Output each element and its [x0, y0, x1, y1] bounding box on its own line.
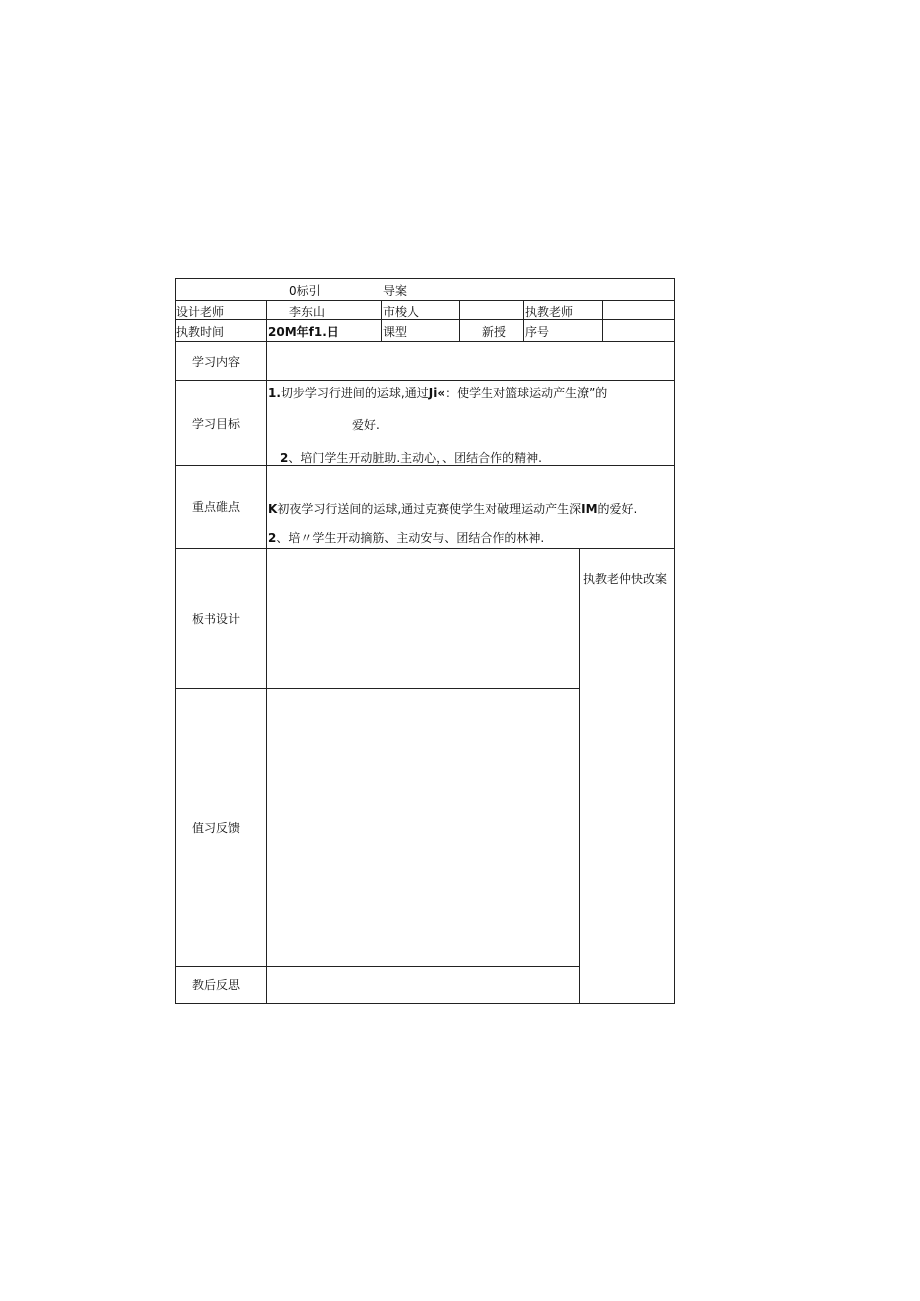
border-col5 — [523, 300, 524, 342]
goals-line-2: 爱好. — [352, 418, 380, 432]
border-board-top — [175, 548, 675, 549]
content-label: 学习内容 — [192, 355, 241, 369]
goals-line-3-num: 2 — [280, 451, 289, 465]
reviewer-label: 市梭人 — [383, 305, 420, 319]
goals-line-1-a: 切步学习行进间的运球,通过 — [280, 386, 429, 400]
key-line-1-a: 初夜学习行送间的运球,通过克赛使学生对破理运动产生深 — [277, 502, 582, 516]
key-line-1 — [268, 502, 637, 516]
border-right — [674, 278, 675, 1004]
border-bottom — [175, 1003, 675, 1004]
feedback-label: 值习反馈 — [192, 821, 241, 835]
key-line-2-num: 2 — [268, 531, 277, 545]
title-left-text: 0标引 — [289, 284, 321, 298]
key-line-2-text: 、培〃学生开动摘筋、主动安与、团结合作的林神. — [276, 531, 545, 545]
border-col3 — [381, 300, 382, 342]
goals-line-3 — [280, 451, 542, 465]
reflection-label: 教后反思 — [192, 978, 241, 992]
goals-label: 学习目标 — [192, 417, 241, 431]
designer-label: 设计老师 — [176, 305, 225, 319]
key-line-2 — [268, 531, 544, 545]
goals-line-1 — [268, 386, 607, 400]
goals-line-1-num: 1. — [268, 386, 281, 400]
border-top — [175, 278, 675, 279]
border-side-col — [579, 548, 580, 1004]
border-row1-top — [175, 300, 675, 301]
type-value: 新授 — [482, 325, 507, 339]
key-line-1-num: K — [268, 502, 278, 516]
time-value: 20M年f1.日 — [268, 325, 339, 339]
designer-value: 李东山 — [289, 305, 326, 319]
border-col4 — [459, 300, 460, 342]
title-left — [289, 284, 321, 298]
goals-line-1-b: Ji« — [428, 386, 446, 400]
title-right: 导案 — [383, 284, 408, 298]
key-line-1-b: IM — [581, 502, 598, 516]
key-line-1-c: 的爱好. — [597, 502, 638, 516]
border-reflection-top — [175, 966, 580, 967]
board-label: 板书设计 — [192, 612, 241, 626]
border-key-top — [175, 465, 675, 466]
teacher-label: 执教老师 — [525, 305, 574, 319]
border-col6 — [602, 300, 603, 342]
goals-line-1-c: ：使学生对篮球运动产生潦”的 — [445, 386, 608, 400]
side-note-label: 执教老仲快改案 — [583, 572, 668, 586]
border-row2-top — [175, 319, 675, 320]
border-content-top — [175, 341, 675, 342]
key-label: 重点碓点 — [192, 500, 241, 514]
goals-line-3-text: 、培门学生开动脏助.主动心，、团结合作的精神. — [288, 451, 542, 465]
border-left — [175, 278, 176, 1004]
serial-label: 序号 — [525, 325, 550, 339]
border-goals-top — [175, 380, 675, 381]
border-feedback-top — [175, 688, 580, 689]
type-label: 课型 — [383, 325, 408, 339]
time-label: 执教时间 — [176, 325, 225, 339]
border-label-col — [266, 300, 267, 1004]
